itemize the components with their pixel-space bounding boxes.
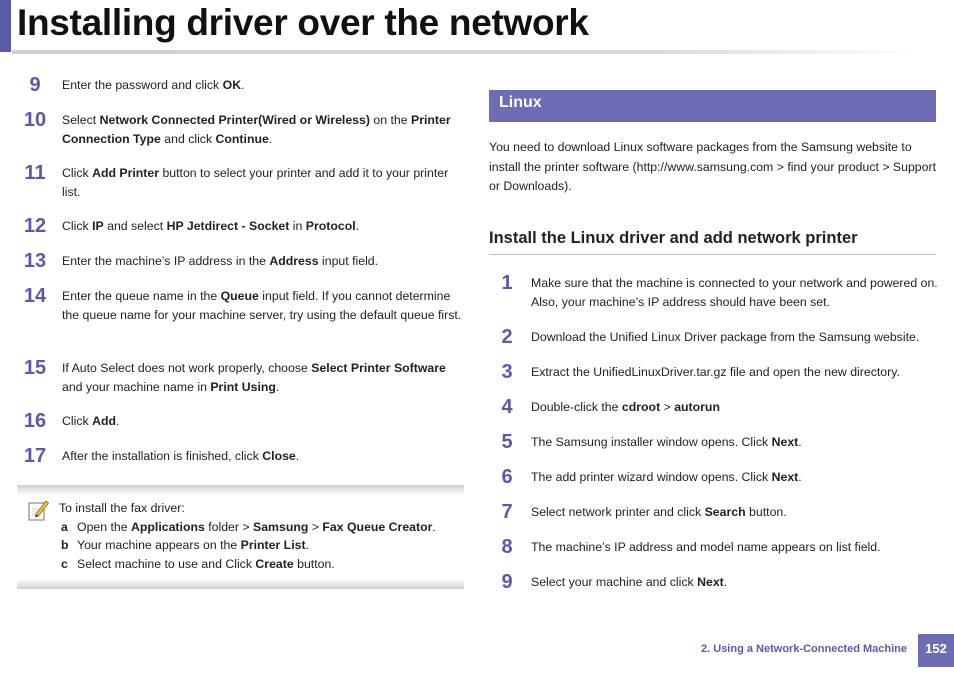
step-text: Double-click the cdroot > autorun — [531, 400, 720, 414]
step-number: 5 — [501, 431, 513, 453]
step-number: 15 — [23, 357, 47, 379]
step-text: Enter the machine’s IP address in the Address input field. — [62, 254, 379, 268]
step-text: Click IP and select HP Jetdirect - Socket in Protocol. — [62, 219, 360, 233]
sub-letter: a — [61, 520, 68, 534]
subheading-divider — [489, 254, 936, 255]
step-text: The Samsung installer window opens. Click Next. — [531, 435, 802, 449]
step-number: 4 — [501, 396, 513, 418]
step-number: 13 — [23, 250, 47, 272]
step-number: 11 — [24, 162, 46, 184]
step-number: 9 — [501, 571, 513, 593]
step-number: 10 — [23, 109, 47, 131]
step-number: 17 — [23, 445, 47, 467]
step-number: 12 — [23, 215, 47, 237]
linux-heading: Linux — [499, 94, 542, 111]
step-number: 14 — [23, 285, 47, 307]
step-number: 3 — [501, 361, 513, 383]
sub-text: Select machine to use and Click Create button. — [77, 557, 335, 571]
step-number: 8 — [501, 536, 513, 558]
page-number-box — [918, 634, 954, 667]
step-text: Extract the UnifiedLinuxDriver.tar.gz file and open the new directory. — [531, 365, 900, 379]
note-pencil-icon — [27, 498, 49, 522]
step-text: If Auto Select does not work properly, choose Select Printer Software and your machine name in Print Using. — [62, 361, 446, 394]
step-number: 7 — [501, 501, 513, 523]
step-text: Click Add. — [62, 414, 120, 428]
step-number: 2 — [501, 326, 513, 348]
note-bottom-shade — [17, 579, 464, 589]
footer-chapter: 2. Using a Network-Connected Machine — [701, 643, 907, 655]
step-text: Enter the password and click OK. — [62, 78, 245, 92]
page-number: 152 — [925, 641, 947, 656]
sub-text: Open the Applications folder > Samsung > Fax Queue Creator. — [77, 520, 436, 534]
step-text: Select network printer and click Search button. — [531, 505, 787, 519]
step-text: Click Add Printer button to select your printer and add it to your printer list. — [62, 166, 449, 199]
step-text: Select your machine and click Next. — [531, 575, 728, 589]
step-text: Download the Unified Linux Driver package from the Samsung website. — [531, 330, 920, 344]
linux-intro: You need to download Linux software packages from the Samsung website to install the printer software (http://www.samsung.com > find your product > Support or Downloads). — [489, 140, 936, 193]
step-text: Select Network Connected Printer(Wired or Wireless) on the Printer Connection Type and click Continue. — [62, 113, 451, 146]
step-text: The machine’s IP address and model name appears on list field. — [531, 540, 881, 554]
step-number: 16 — [23, 410, 47, 432]
step-text: Make sure that the machine is connected to your network and powered on. Also, your machine’s IP address should have been set. — [531, 276, 938, 309]
sub-text: Your machine appears on the Printer List. — [77, 538, 309, 552]
step-text: The add printer wizard window opens. Click Next. — [531, 470, 802, 484]
note-top-shade — [17, 485, 464, 495]
sub-letter: b — [61, 538, 69, 552]
step-number: 9 — [29, 74, 41, 96]
linux-subheading: Install the Linux driver and add network printer — [489, 229, 858, 247]
page-title: Installing driver over the network — [17, 2, 589, 43]
linux-section-header — [489, 90, 936, 122]
note-intro: To install the fax driver: — [59, 501, 185, 515]
sub-letter: c — [61, 557, 68, 571]
title-divider — [12, 50, 917, 54]
step-text: After the installation is finished, click Close. — [62, 449, 300, 463]
step-number: 1 — [501, 272, 513, 294]
step-number: 6 — [501, 466, 513, 488]
note-box — [17, 485, 464, 589]
header-accent-bar — [0, 0, 11, 52]
step-text: Enter the queue name in the Queue input field. If you cannot determine the queue name for your machine server, try using the default queue first. — [62, 289, 462, 322]
